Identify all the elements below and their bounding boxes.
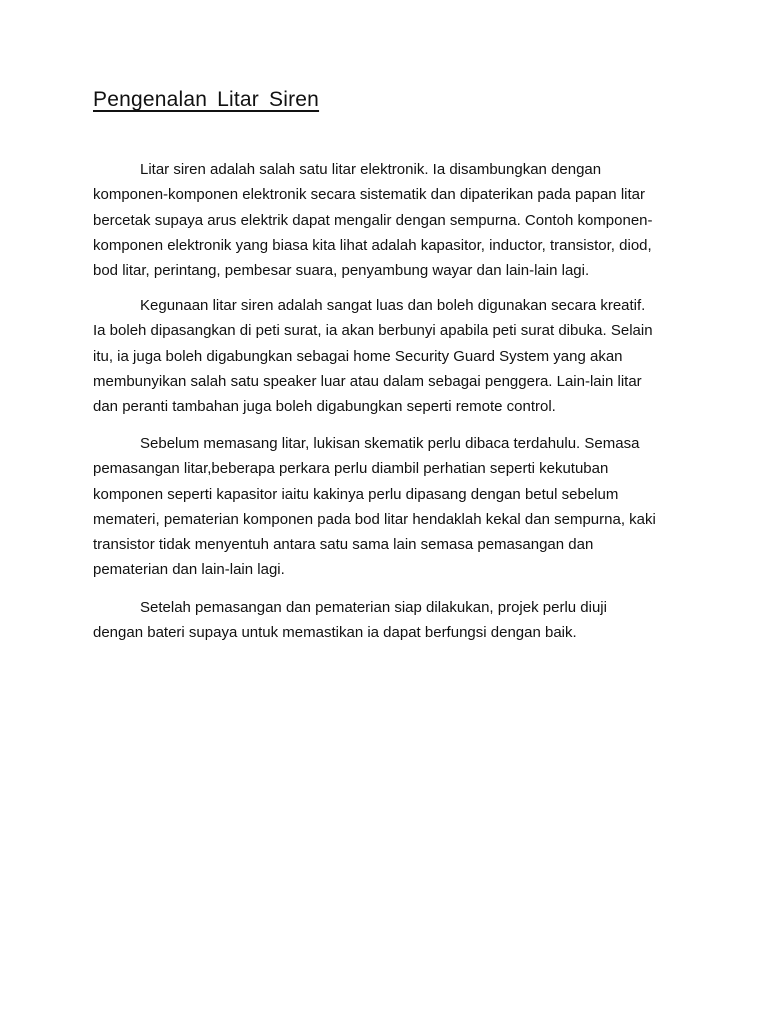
paragraph-line: Ia boleh dipasangkan di peti surat, ia akan berbunyi apabila peti surat dibuka. Selain xyxy=(93,322,653,340)
paragraph-line: pemasangan litar,beberapa perkara perlu diambil perhatian seperti kekutuban xyxy=(93,460,609,478)
paragraph-line: bercetak supaya arus elektrik dapat mengalir dengan sempurna. Contoh komponen- xyxy=(93,211,653,229)
paragraph-line: komponen seperti kapasitor iaitu kakinya perlu dipasang dengan betul sebelum xyxy=(93,485,619,503)
paragraph-line: membunyikan salah satu speaker luar atau dalam sebagai penggera. Lain-lain litar xyxy=(93,372,642,390)
paragraph-line: Kegunaan litar siren adalah sangat luas dan boleh digunakan secara kreatif. xyxy=(140,297,646,314)
paragraph-line: Litar siren adalah salah satu litar elektronik. Ia disambungkan dengan xyxy=(140,161,602,178)
paragraph-usage xyxy=(93,293,653,419)
paragraph-intro xyxy=(93,157,653,283)
paragraph-line: komponen elektronik yang biasa kita lihat adalah kapasitor, inductor, transistor, diod, xyxy=(93,236,652,254)
document-title: Pengenalan Litar Siren xyxy=(93,88,320,111)
paragraph-line: dengan bateri supaya untuk memastikan ia dapat berfungsi dengan baik. xyxy=(93,624,577,642)
paragraph-assembly xyxy=(93,431,656,583)
paragraph-line: memateri, pematerian komponen pada bod litar hendaklah kekal dan sempurna, kaki xyxy=(93,510,656,528)
paragraph-line: komponen-komponen elektronik secara sistematik dan dipaterikan pada papan litar xyxy=(93,186,645,204)
paragraph-line: bod litar, perintang, pembesar suara, penyambung wayar dan lain-lain lagi. xyxy=(93,262,590,280)
paragraph-line: Sebelum memasang litar, lukisan skematik perlu dibaca terdahulu. Semasa xyxy=(140,435,640,452)
paragraph-line: pematerian dan lain-lain lagi. xyxy=(93,561,285,579)
paragraph-line: itu, ia juga boleh digabungkan sebagai home Security Guard System yang akan xyxy=(93,347,623,365)
paragraph-testing xyxy=(93,595,607,646)
paragraph-line: Setelah pemasangan dan pematerian siap dilakukan, projek perlu diuji xyxy=(140,599,607,616)
paragraph-line: dan peranti tambahan juga boleh digabungkan seperti remote control. xyxy=(93,398,556,416)
paragraph-line: transistor tidak menyentuh antara satu sama lain semasa pemasangan dan xyxy=(93,536,594,554)
